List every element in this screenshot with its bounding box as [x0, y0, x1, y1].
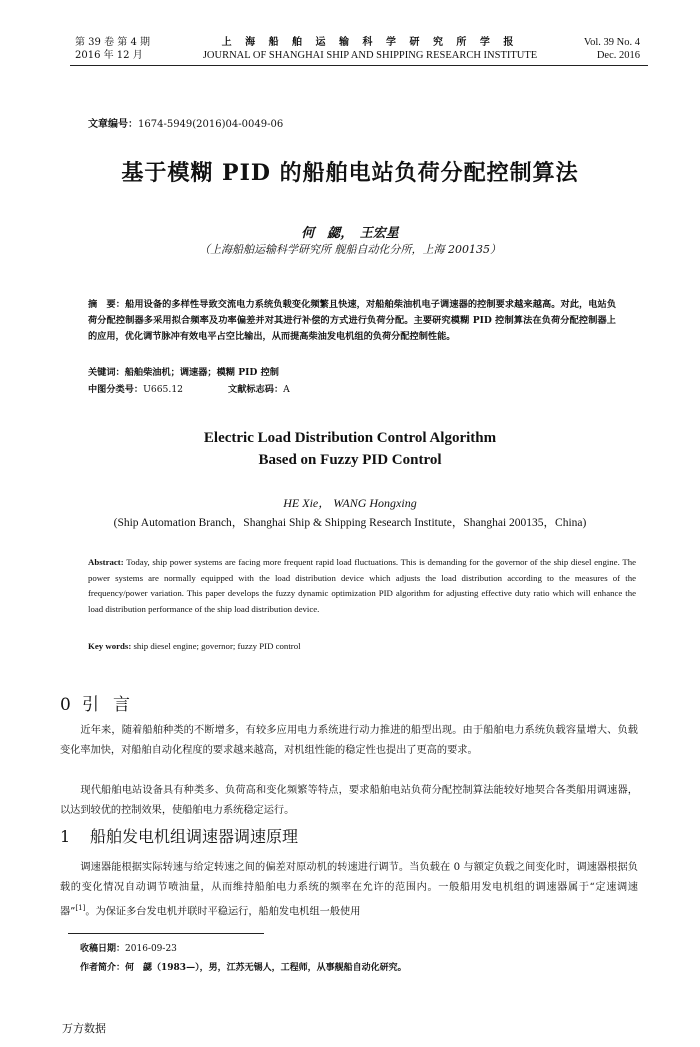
- header-volume-cn: 第 39 卷 第 4 期: [75, 37, 150, 48]
- header-divider: [70, 65, 648, 66]
- section-title: 船舶发电机组调速器调速原理: [90, 827, 299, 846]
- abstract-en-label: Abstract:: [88, 557, 124, 567]
- header-volume-en: [584, 36, 640, 62]
- bio-value: 何 勰（1983—），男，江苏无锡人，工程师，从事舰船自动化研究。: [125, 963, 407, 973]
- keywords-cn-label: 关键词：: [88, 367, 125, 378]
- footnote-divider: [68, 933, 264, 934]
- paper-title-en: [60, 427, 640, 471]
- header-volume: [75, 36, 150, 62]
- received-label: 收稿日期：: [80, 944, 126, 954]
- footnote-received: [80, 941, 177, 954]
- header-journal: [180, 36, 560, 62]
- journal-title-en: JOURNAL OF SHANGHAI SHIP AND SHIPPING RESEARCH INSTITUTE: [202, 50, 538, 61]
- section-title: 引言: [82, 695, 144, 715]
- section-number: 0: [60, 695, 71, 715]
- keywords-cn-text: 船舶柴油机；调速器；模糊 PID 控制: [124, 367, 279, 378]
- abstract-cn-label: 摘 要：: [88, 299, 126, 310]
- abstract-cn-text: 船用设备的多样性导致交流电力系统负载变化频繁且快速，对船舶柴油机电子调速器的控制要求越来越高。对此，电站负荷分配控制器多采用拟合频率及功率偏差并对其进行补偿的方式进行负荷分配。主要研究模糊 PID 控制算法在负荷分配控制器上的应用，优化调节脉冲有效电平占空比输出，从而提高柴油发电机组的负荷分配控制性能。: [88, 299, 617, 342]
- citation-ref[interactable]: [1]: [75, 904, 86, 912]
- section-heading-governor: [60, 824, 298, 847]
- article-number: [88, 115, 283, 130]
- paragraph-1: 近年来，随着船舶种类的不断增多，有较多应用电力系统进行动力推进的船型出现。由于船舶电力系统负载容量增大、负载变化率加快，对船舶自动化程度的要求越来越高，对机组性能的稳定性也提出了更高的要求。: [60, 725, 638, 756]
- affiliation-cn: （上海船舶运输科学研究所 舰船自动化分所，上海 200135）: [199, 243, 501, 256]
- watermark: 万方数据: [62, 1022, 106, 1035]
- footnote-author-bio: [80, 960, 407, 973]
- authors-en: HE Xie， WANG Hongxing: [283, 496, 417, 510]
- abstract-cn: [88, 297, 616, 345]
- received-value: 2016-09-23: [125, 944, 177, 954]
- paper-title-en-line1: Electric Load Distribution Control Algorithm: [203, 430, 497, 446]
- keywords-cn: [88, 364, 279, 378]
- abstract-en: [88, 555, 636, 617]
- authors-cn: 何 勰， 王宏星: [301, 226, 399, 241]
- doc-code-label: 文献标志码：: [228, 384, 284, 395]
- paragraph-2: 现代船舶电站设备具有种类多、负荷高和变化频繁等特点，要求船舶电站负荷分配控制算法能较好地契合各类船用调速器，以达到较优的控制效果，使船舶电力系统稳定运行。: [60, 785, 638, 816]
- paragraph-3-text-b: 。为保证多台发电机并联时平稳运行，船舶发电机组一般使用: [85, 906, 361, 918]
- article-number-label: 文章编号：: [88, 119, 138, 130]
- paragraph-3-text-a: 调速器能根据实际转速与给定转速之间的偏差对原动机的转速进行调节。当负载在 0 与额定负载之间变化时，调速器根据负载的变化情况自动调节喷油量，从而维持船舶电力系统的频率在允许的范围内。一般船用发电机组的调速器属于“定速调速器”: [60, 862, 638, 918]
- bio-label: 作者简介：: [80, 963, 126, 973]
- section-heading-introduction: [60, 690, 144, 715]
- section-number: 1: [60, 827, 71, 846]
- header-date-en: Dec. 2016: [596, 50, 640, 61]
- paragraph-3: [60, 858, 638, 922]
- header-vol-en: Vol. 39 No. 4: [583, 37, 640, 48]
- keywords-en-text: ship diesel engine; governor; fuzzy PID control: [131, 641, 301, 651]
- abstract-en-text: Today, ship power systems are facing more frequent rapid load fluctuations. This is demanding for the governor of the ship diesel engine. The power systems are normally equipped with the load distribution device which adjusts the load distribution according to the measures of the frequency/power variation. This paper develops the fuzzy dynamic optimization PID algorithm for adjusting effective duty ratio which will enhance the load distribution performance of the ship load distribution device.: [88, 557, 636, 614]
- affiliation-en: (Ship Automation Branch，Shanghai Ship & Shipping Research Institute，Shanghai 200135，China): [113, 517, 587, 529]
- keywords-en-label: Key words:: [88, 641, 132, 651]
- classification: [88, 381, 290, 395]
- paper-title-cn: 基于模糊 PID 的船舶电站负荷分配控制算法: [121, 160, 579, 186]
- clc-label: 中图分类号：: [88, 384, 144, 395]
- article-number-value: 1674-5949(2016)04-0049-06: [138, 119, 284, 130]
- paper-title-en-line2: Based on Fuzzy PID Control: [258, 452, 442, 468]
- doc-code-value: A: [283, 384, 290, 395]
- journal-title-cn: 上 海 船 舶 运 输 科 学 研 究 所 学 报: [221, 37, 519, 48]
- clc-value: U665.12: [143, 384, 184, 395]
- header-date-cn: 2016 年 12 月: [75, 50, 143, 61]
- keywords-en: [88, 641, 301, 651]
